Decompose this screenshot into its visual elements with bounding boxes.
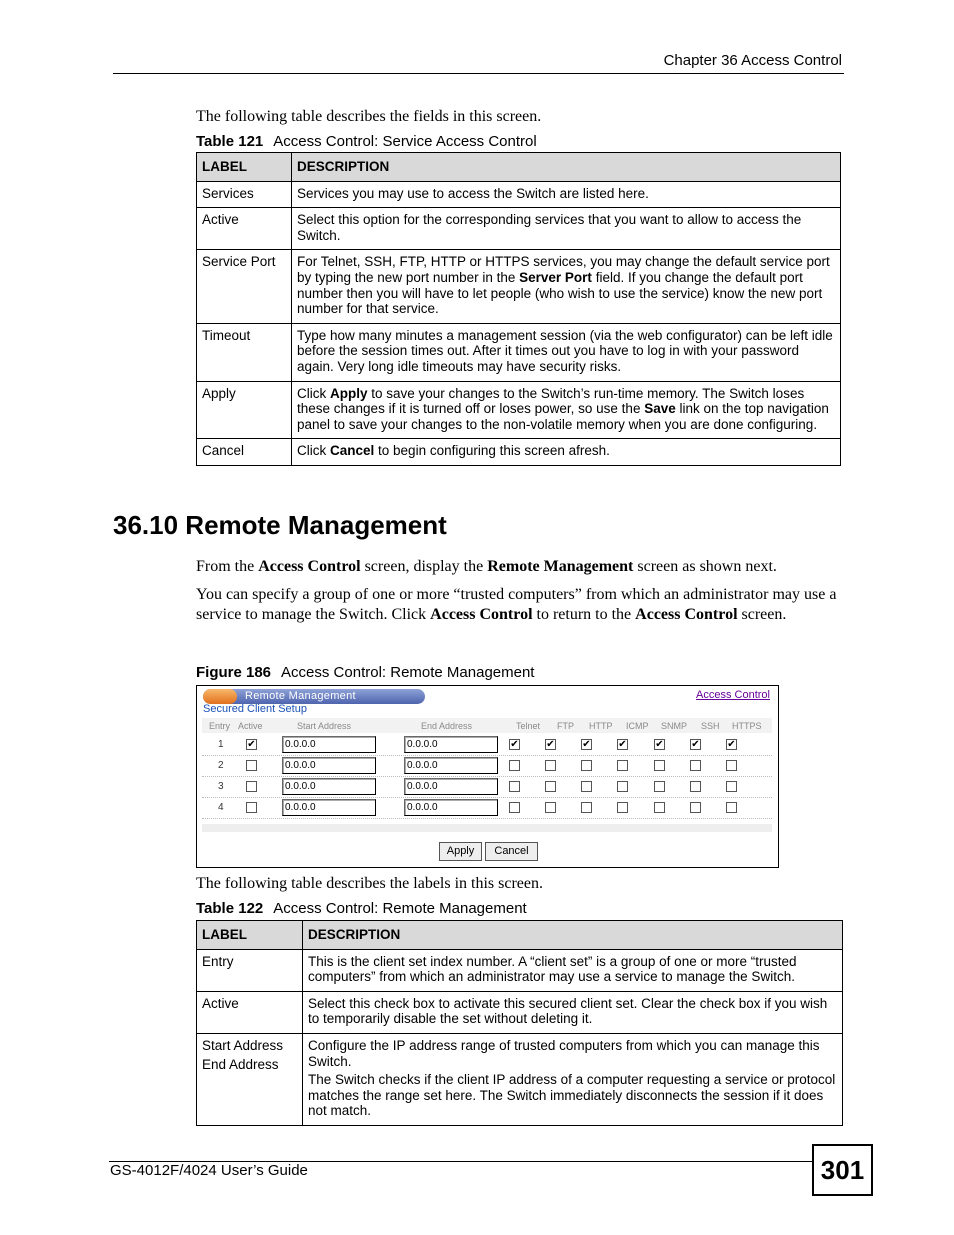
- end-address-input[interactable]: 0.0.0.0: [404, 778, 498, 795]
- table-row: [197, 250, 841, 323]
- desc-text: For Telnet, SSH, FTP, HTTP or HTTPS services, you may change the default service port by typing the new port number in the: [297, 254, 830, 285]
- para-text: From the: [196, 558, 259, 575]
- ssh-checkbox[interactable]: [690, 781, 701, 792]
- table-row: [197, 181, 841, 208]
- screen-title-bar: [203, 689, 425, 704]
- snmp-checkbox[interactable]: ✔: [655, 739, 664, 750]
- screen-title: Remote Management: [245, 690, 356, 702]
- desc-text: link on the top navigation panel to save your changes to the non-volatile memory when you are done configuring.: [297, 401, 829, 432]
- access-control-link[interactable]: Access Control: [696, 689, 770, 701]
- para-text: screen, display the: [360, 558, 488, 575]
- para-text: screen as shown next.: [633, 558, 777, 575]
- table-row: [197, 949, 843, 991]
- intro-paragraph: The following table describes the fields in this screen.: [196, 108, 542, 125]
- desc-text: field. If you change the default port number then you will have to let people (who wish to use the service) know the new port number for that service.: [297, 269, 823, 317]
- body-paragraph: [196, 557, 844, 577]
- apply-button[interactable]: Apply: [439, 842, 482, 861]
- para-bold: Remote Management: [487, 558, 634, 575]
- row-label: Active: [197, 208, 292, 250]
- figure-186-caption: [196, 664, 534, 681]
- ftp-checkbox[interactable]: ✔: [546, 739, 555, 750]
- label-header: LABEL: [197, 153, 292, 182]
- snmp-checkbox[interactable]: [654, 781, 665, 792]
- active-checkbox[interactable]: [246, 802, 257, 813]
- active-checkbox[interactable]: ✔: [247, 739, 256, 750]
- desc-text: to save your changes to the Switch’s run-time memory. The Switch loses these changes if it is turned off or loses power, so use the: [297, 385, 805, 417]
- intro-paragraph: The following table describes the labels in this screen.: [196, 875, 544, 892]
- entry-number: 3: [218, 781, 224, 792]
- section-heading: 36.10 Remote Management: [113, 510, 447, 540]
- table-121-caption: [196, 133, 537, 150]
- remote-management-screenshot: [196, 685, 779, 868]
- para-text: to return to the: [532, 606, 636, 623]
- desc-bold: Apply: [330, 385, 368, 401]
- entry-number: 2: [218, 760, 224, 771]
- row-label: Active: [197, 991, 303, 1033]
- end-address-input[interactable]: 0.0.0.0: [404, 757, 498, 774]
- row-description: Services you may use to access the Switch are listed here.: [292, 181, 841, 208]
- start-address-column-header: Start Address: [297, 721, 352, 731]
- start-address-input[interactable]: 0.0.0.0: [282, 799, 376, 816]
- description-header: DESCRIPTION: [292, 153, 841, 182]
- ssh-checkbox[interactable]: [690, 802, 701, 813]
- end-address-input[interactable]: 0.0.0.0: [404, 736, 498, 753]
- table-122-caption: [196, 900, 527, 917]
- client-set-row: [202, 755, 772, 777]
- end-address-input[interactable]: 0.0.0.0: [404, 799, 498, 816]
- row-description: Select this check box to activate this secured client set. Clear the check box if you wish to temporarily disable the set without deleting it.: [303, 991, 843, 1033]
- label-header: LABEL: [197, 921, 303, 950]
- active-column-header: Active: [238, 721, 263, 731]
- table-row: [197, 208, 841, 250]
- para-bold: Access Control: [258, 558, 361, 575]
- table-121-title: Access Control: Service Access Control: [273, 133, 537, 150]
- row-label: Services: [197, 181, 292, 208]
- client-set-row: [202, 734, 772, 756]
- desc-paragraph: Configure the IP address range of trusted computers from which you can manage this Switch.: [308, 1037, 820, 1069]
- icmp-checkbox[interactable]: [617, 781, 628, 792]
- header-rule: [113, 73, 844, 74]
- row-label: Entry: [197, 949, 303, 991]
- secured-client-setup-heading: Secured Client Setup: [203, 703, 307, 715]
- table-row: [197, 991, 843, 1033]
- desc-text: Click: [297, 443, 330, 459]
- figure-186-number: Figure 186: [196, 664, 272, 681]
- row-description: [292, 381, 841, 439]
- row-label: Service Port: [197, 250, 292, 323]
- row-label: Apply: [197, 381, 292, 439]
- table-header-row: [197, 153, 841, 182]
- row-description: [303, 1033, 843, 1125]
- entry-number: 1: [218, 739, 224, 750]
- table-row: [197, 381, 841, 439]
- https-checkbox[interactable]: [726, 781, 737, 792]
- desc-bold: Save: [644, 401, 676, 417]
- row-description: [292, 250, 841, 323]
- http-checkbox[interactable]: [581, 781, 592, 792]
- active-checkbox[interactable]: [246, 781, 257, 792]
- desc-bold: Server Port: [519, 269, 592, 285]
- chapter-title: Chapter 36 Access Control: [663, 52, 842, 69]
- table-row: [197, 1033, 843, 1125]
- row-label: Cancel: [197, 439, 292, 466]
- snmp-checkbox[interactable]: [654, 760, 665, 771]
- start-address-input[interactable]: 0.0.0.0: [282, 778, 376, 795]
- telnet-checkbox[interactable]: ✔: [510, 739, 519, 750]
- ssh-column-header: SSH: [701, 721, 720, 731]
- table-122-title: Access Control: Remote Management: [273, 900, 527, 917]
- http-checkbox[interactable]: [581, 802, 592, 813]
- row-description: [292, 439, 841, 466]
- telnet-checkbox[interactable]: [509, 760, 520, 771]
- https-checkbox[interactable]: [726, 760, 737, 771]
- row-label: [197, 1033, 303, 1125]
- para-bold: Access Control: [430, 606, 533, 623]
- table-121: [196, 152, 841, 466]
- row-description: Select this option for the corresponding services that you want to allow to access the Switch.: [292, 208, 841, 250]
- desc-paragraph: The Switch checks if the client IP address of a computer requesting a service or protocol matches the range set here. The Switch immediately disconnects the session if it does not match.: [308, 1072, 836, 1119]
- client-set-row: [202, 776, 772, 798]
- start-address-input[interactable]: 0.0.0.0: [282, 757, 376, 774]
- ssh-checkbox[interactable]: ✔: [691, 739, 700, 750]
- table-row: [197, 323, 841, 381]
- http-checkbox[interactable]: [581, 760, 592, 771]
- body-paragraph: [196, 585, 844, 625]
- snmp-checkbox[interactable]: [654, 802, 665, 813]
- ftp-checkbox[interactable]: [545, 802, 556, 813]
- end-address-label: End Address: [202, 1056, 279, 1072]
- description-header: DESCRIPTION: [303, 921, 843, 950]
- icmp-checkbox[interactable]: [617, 802, 628, 813]
- desc-bold: Cancel: [330, 443, 375, 459]
- footer-divider: [202, 824, 772, 832]
- ftp-checkbox[interactable]: [545, 781, 556, 792]
- figure-186-title: Access Control: Remote Management: [281, 664, 535, 681]
- row-description: This is the client set index number. A “client set” is a group of one or more “trusted computers” from which an administrator may use a service to manage the Switch.: [303, 949, 843, 991]
- https-column-header: HTTPS: [732, 721, 762, 731]
- ftp-column-header: FTP: [557, 721, 574, 731]
- active-checkbox[interactable]: [246, 760, 257, 771]
- cancel-button[interactable]: Cancel: [485, 842, 538, 861]
- table-122-number: Table 122: [196, 900, 264, 917]
- https-checkbox[interactable]: [726, 802, 737, 813]
- title-bar-icon: [203, 689, 237, 704]
- table-header-row: [197, 921, 843, 950]
- page-number: 301: [812, 1144, 873, 1196]
- para-bold: Access Control: [635, 606, 738, 623]
- para-text: screen.: [737, 606, 787, 623]
- desc-text: to begin configuring this screen afresh.: [374, 443, 610, 459]
- http-checkbox[interactable]: ✔: [582, 739, 591, 750]
- table-row: [197, 439, 841, 466]
- entry-number: 4: [218, 802, 224, 813]
- https-checkbox[interactable]: ✔: [727, 739, 736, 750]
- telnet-column-header: Telnet: [516, 721, 541, 731]
- snmp-column-header: SNMP: [661, 721, 688, 731]
- table-121-number: Table 121: [196, 133, 264, 150]
- entry-column-header: Entry: [209, 721, 231, 731]
- start-address-label: Start Address: [202, 1037, 284, 1053]
- para-text: You can specify a group of one or more “trusted computers” from which an administrator may use a service to manage the Switch. Click: [196, 586, 837, 623]
- icmp-column-header: ICMP: [626, 721, 649, 731]
- telnet-checkbox[interactable]: [509, 802, 520, 813]
- icmp-checkbox[interactable]: ✔: [618, 739, 627, 750]
- icmp-checkbox[interactable]: [617, 760, 628, 771]
- end-address-column-header: End Address: [421, 721, 473, 731]
- ssh-checkbox[interactable]: [690, 760, 701, 771]
- guide-title: GS-4012F/4024 User’s Guide: [110, 1162, 308, 1179]
- start-address-input[interactable]: 0.0.0.0: [282, 736, 376, 753]
- row-description: Type how many minutes a management session (via the web configurator) can be left idle before the session times out. After it times out you have to log in with your password again. Very long idle timeouts may have security risks.: [292, 323, 841, 381]
- client-set-row: [202, 797, 772, 819]
- row-label: Timeout: [197, 323, 292, 381]
- ftp-checkbox[interactable]: [545, 760, 556, 771]
- http-column-header: HTTP: [589, 721, 613, 731]
- desc-text: Click: [297, 385, 330, 401]
- table-122: [196, 920, 843, 1126]
- telnet-checkbox[interactable]: [509, 781, 520, 792]
